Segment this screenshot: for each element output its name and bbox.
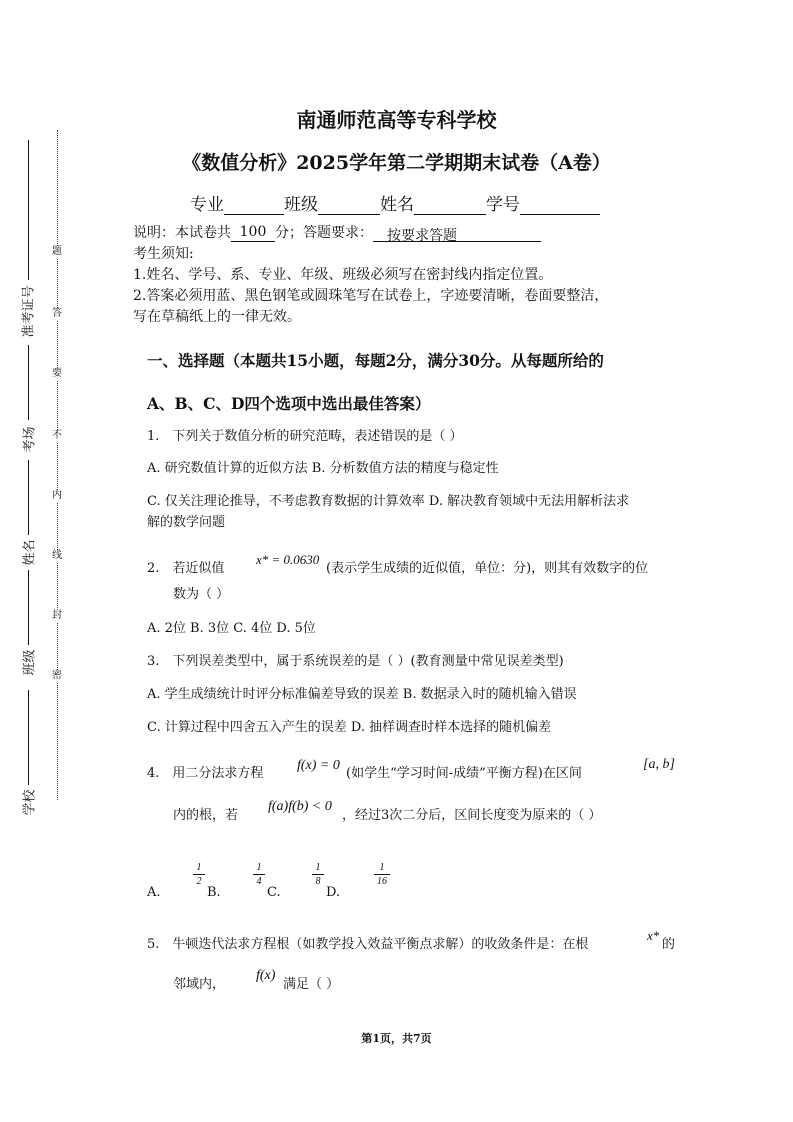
question-stem: 3. 下列误差类型中，属于系统误差的是（ ）(教育测量中常见误差类型) — [147, 654, 564, 669]
question-options: A. 研究数值计算的近似方法 B. 分析数值方法的精度与稳定性 — [147, 461, 499, 476]
page-number: 第1页，共7页 — [361, 1032, 432, 1045]
question-stem-cont: ，经过3次二分后，区间长度变为原来的（ ） — [342, 808, 602, 823]
school-line — [28, 690, 29, 785]
total-score: 100 — [231, 224, 275, 242]
fraction-one-quarter: 1 4 — [252, 862, 266, 887]
name-field[interactable] — [414, 196, 486, 215]
class-field[interactable] — [318, 196, 380, 215]
fraction-bar — [193, 874, 205, 875]
option-b-label: B. — [207, 885, 221, 900]
question-options: A. 学生成绩统计时评分标准偏差导致的误差 B. 数据录入时的随机输入错误 — [147, 687, 577, 702]
notice-item-2-cont: 写在草稿纸上的一律无效。 — [133, 309, 301, 325]
seal-word: 答 — [52, 308, 62, 319]
section-title-cont: A、B、C、D四个选项中选出最佳答案） — [147, 394, 431, 413]
question-stem: 5. 牛顿迭代法求方程根（如教学投入效益平衡点求解）的收敛条件是：在根 — [147, 937, 589, 952]
seal-word: 封 — [52, 610, 62, 621]
root-symbol: x* — [647, 928, 660, 943]
notice-title: 考生须知: — [133, 246, 194, 262]
fraction-one-sixteenth: 1 16 — [373, 862, 391, 887]
question-stem-cont: 的 — [662, 937, 676, 952]
major-label: 专业 — [190, 195, 224, 215]
option-c-label: C. — [267, 885, 281, 900]
name-field-label: 姓名 — [380, 195, 414, 215]
exam-title: 《数值分析》2025学年第二学期期末试卷（A卷） — [182, 152, 611, 174]
question-stem-cont: (表示学生成绩的近似值，单位：分)，则其有效数字的位 — [326, 561, 649, 576]
section-title: 一、选择题（本题共15小题，每题2分，满分30分。从每题所给的 — [147, 351, 604, 370]
seal-dotted-line — [57, 130, 58, 800]
id-field[interactable] — [520, 196, 600, 215]
student-name-label: 姓名 — [22, 539, 38, 566]
question-stem-cont: 满足（ ） — [283, 977, 340, 992]
equation-formula: f(x) = 0 — [297, 758, 340, 773]
sign-condition-formula: f(a)f(b) < 0 — [268, 799, 332, 814]
approx-value-formula: x* = 0.0630 — [256, 552, 320, 567]
question-options: C. 仅关注理论推导，不考虑教育数据的计算效率 D. 解决教育领域中无法用解析法求 — [147, 494, 630, 509]
instructions-line — [133, 222, 541, 242]
instructions-prefix: 说明：本试卷共 — [133, 225, 231, 241]
option-a-label: A. — [147, 885, 161, 900]
notice-item-1: 1.姓名、学号、系、专业、年级、班级必须写在密封线内指定位置。 — [133, 267, 553, 283]
student-info-row — [190, 190, 600, 215]
fraction-bar — [374, 874, 390, 875]
fraction-one-half: 1 2 — [192, 862, 206, 887]
question-options-cont: 解的数学问题 — [147, 515, 226, 530]
id-field-label: 学号 — [486, 195, 520, 215]
seal-word: 线 — [52, 550, 62, 561]
instructions-mid: 分；答题要求： — [275, 225, 373, 241]
seal-word: 密 — [52, 670, 62, 681]
exam-id-label: 准考证号 — [21, 285, 37, 338]
class-label: 班级 — [22, 649, 38, 676]
exam-room-line — [28, 345, 29, 420]
exam-room-label: 考场 — [22, 426, 38, 453]
class-line — [28, 570, 29, 645]
function-symbol: f(x) — [256, 968, 276, 983]
option-d-label: D. — [326, 885, 341, 900]
seal-word: 不 — [52, 430, 62, 441]
question-options: C. 计算过程中四舍五入产生的误差 D. 抽样调查时样本选择的随机偏差 — [147, 720, 552, 735]
interval-formula: [a, b] — [643, 757, 675, 772]
fraction-bar — [253, 874, 265, 875]
question-stem: 1. 下列关于数值分析的研究范畴，表述错误的是（ ） — [147, 429, 463, 444]
seal-word: 题 — [52, 246, 62, 257]
question-stem: 4. 用二分法求方程 — [147, 766, 264, 781]
fraction-one-eighth: 1 8 — [311, 862, 325, 887]
question-stem-cont: 数为（ ） — [173, 587, 230, 602]
fraction-bar — [312, 874, 324, 875]
school-label: 学校 — [22, 789, 38, 816]
question-stem-cont: 邻域内， — [173, 977, 226, 992]
notice-item-2: 2.答案必须用蓝、黑色钢笔或圆珠笔写在试卷上，字迹要清晰，卷面要整洁， — [133, 288, 609, 304]
question-stem: 2. 若近似值 — [147, 561, 225, 576]
major-field[interactable] — [224, 196, 284, 215]
question-options: A. 2位 B. 3位 C. 4位 D. 5位 — [147, 621, 316, 636]
school-name: 南通师范高等专科学校 — [296, 108, 497, 132]
question-stem-cont: 内的根，若 — [173, 808, 239, 823]
class-field-label: 班级 — [284, 195, 318, 215]
seal-word: 内 — [52, 490, 62, 501]
seal-word: 要 — [52, 368, 62, 379]
student-name-line — [28, 460, 29, 535]
answer-requirement: 按要求答题 — [373, 225, 541, 242]
question-stem-cont: (如学生“学习时间-成绩”平衡方程)在区间 — [346, 766, 582, 781]
